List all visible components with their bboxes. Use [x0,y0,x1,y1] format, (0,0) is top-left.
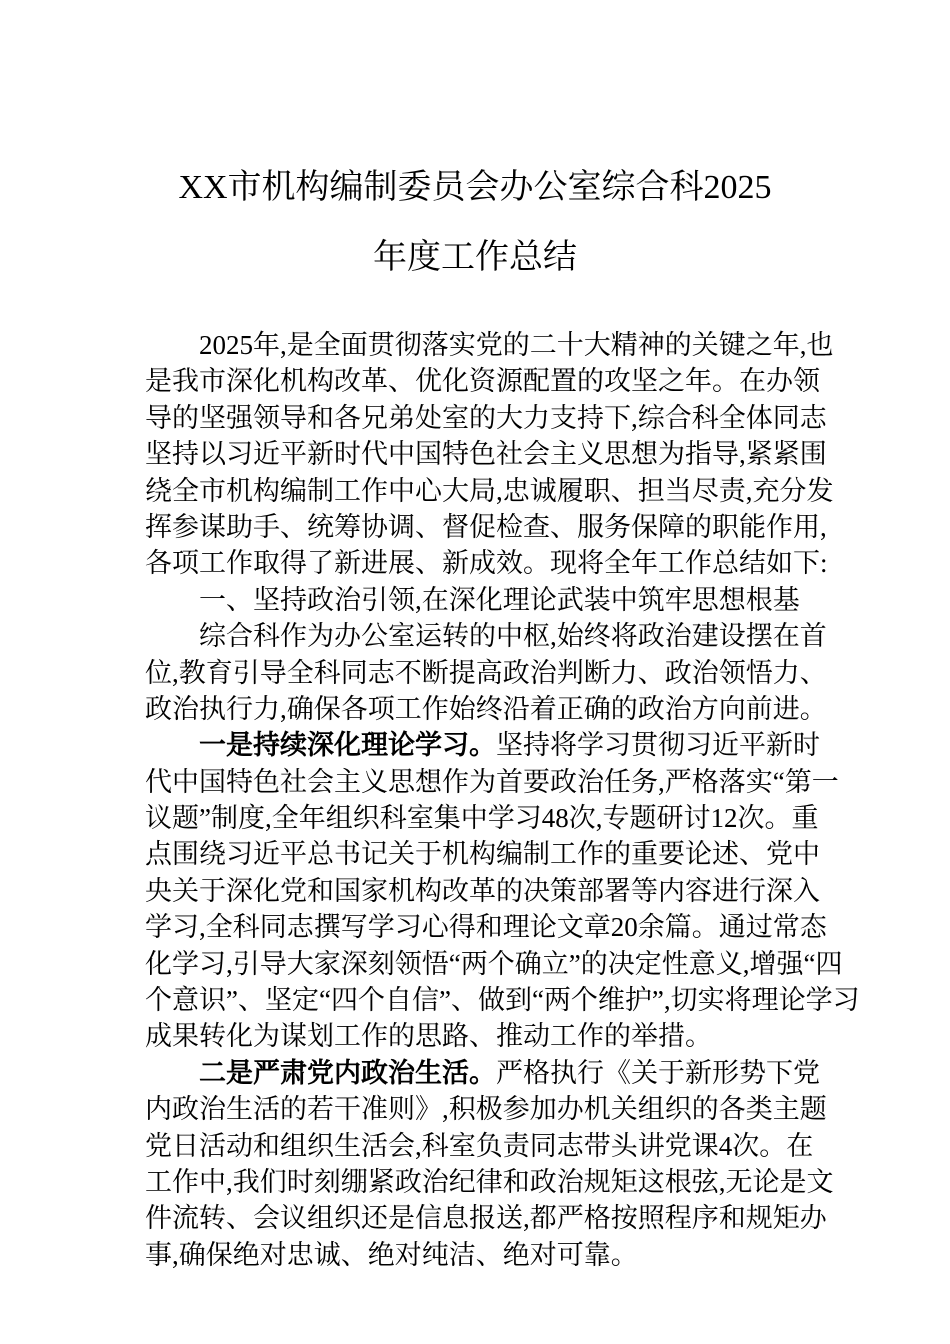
text-line [145,909,827,945]
text-line [145,582,809,618]
line-text: 各项工作取得了新进展、新成效。现将全年工作总结如下: [145,548,828,579]
text-line [145,946,843,982]
text-line [145,836,820,872]
text-line [145,873,820,909]
line-text: 绕全市机构编制工作中心大局,忠诚履职、担当尽责,充分发 [145,475,834,506]
text-line [145,982,860,1018]
line-text: 坚持将学习贯彻习近平新时 [496,730,820,761]
line-text: 坚持以习近平新时代中国特色社会主义思想为指导,紧紧围 [145,439,827,470]
line-text: 内政治生活的若干准则》,积极参加办机关组织的各类主题 [145,1094,827,1125]
text-line [145,473,834,509]
text-line [145,1128,814,1164]
text-line [145,509,827,545]
text-line [145,1018,809,1054]
paragraph-lead: 二是严肃党内政治生活。 [199,1057,496,1088]
line-text: 央关于深化党和国家机构改革的决策部署等内容进行深入 [145,875,820,906]
line-text: 一、坚持政治引领,在深化理论武装中筑牢思想根基 [199,584,800,615]
text-line [145,436,827,472]
line-text: 是我市深化机构改革、优化资源配置的攻坚之年。在办领 [145,366,820,397]
line-text: 个意识”、坚定“四个自信”、做到“两个维护”,切实将理论学习 [145,985,860,1016]
paragraph [145,327,834,582]
paragraph [145,618,827,727]
document-body [145,327,860,1273]
text-line [145,1164,834,1200]
line-text: 党日活动和组织生活会,科室负责同志带头讲党课4次。在 [145,1130,814,1161]
document-title-line-2: 年度工作总结 [373,239,577,276]
section-heading [145,582,809,618]
line-text: 代中国特色社会主义思想作为首要政治任务,严格落实“第一 [145,766,839,797]
line-text: 位,教育引导全科同志不断提高政治判断力、政治领悟力、 [145,657,827,688]
text-line [145,764,839,800]
text-line [145,1200,827,1236]
text-line [145,1055,820,1091]
line-text: 议题”制度,全年组织科室集中学习48次,专题研讨12次。重 [145,803,819,834]
text-line [145,655,827,691]
text-line [145,327,834,363]
text-line [145,400,827,436]
line-text: 政治执行力,确保各项工作始终沿着正确的政治方向前进。 [145,693,827,724]
line-text: 综合科作为办公室运转的中枢,始终将政治建设摆在首 [199,621,827,652]
line-text: 导的坚强领导和各兄弟处室的大力支持下,综合科全体同志 [145,402,827,433]
text-line [145,727,820,763]
text-line [145,618,827,654]
text-line [145,363,820,399]
line-text: 学习,全科同志撰写学习心得和理论文章20余篇。通过常态 [145,912,827,943]
line-text: 件流转、会议组织还是信息报送,都严格按照程序和规矩办 [145,1203,827,1234]
text-line [145,691,827,727]
text-line [145,545,828,581]
text-line [145,800,819,836]
paragraph [145,727,860,1055]
paragraph [145,1055,834,1273]
line-text: 2025年,是全面贯彻落实党的二十大精神的关键之年,也 [199,330,834,360]
line-text: 严格执行《关于新形势下党 [496,1057,820,1088]
line-text: 点围绕习近平总书记关于机构编制工作的重要论述、党中 [145,839,820,870]
line-text: 挥参谋助手、统筹协调、督促检查、服务保障的职能作用, [145,511,827,542]
text-line [145,1237,809,1273]
line-text: 成果转化为谋划工作的思路、推动工作的举措。 [145,1021,712,1052]
document-title-line-1: XX市机构编制委员会办公室综合科2025 [178,169,772,206]
text-line [145,1091,827,1127]
paragraph-lead: 一是持续深化理论学习。 [199,730,496,761]
line-text: 化学习,引导大家深刻领悟“两个确立”的决定性意义,增强“四 [145,948,843,979]
line-text: 事,确保绝对忠诚、绝对纯洁、绝对可靠。 [145,1239,638,1270]
line-text: 工作中,我们时刻绷紧政治纪律和政治规矩这根弦,无论是文 [145,1166,834,1197]
